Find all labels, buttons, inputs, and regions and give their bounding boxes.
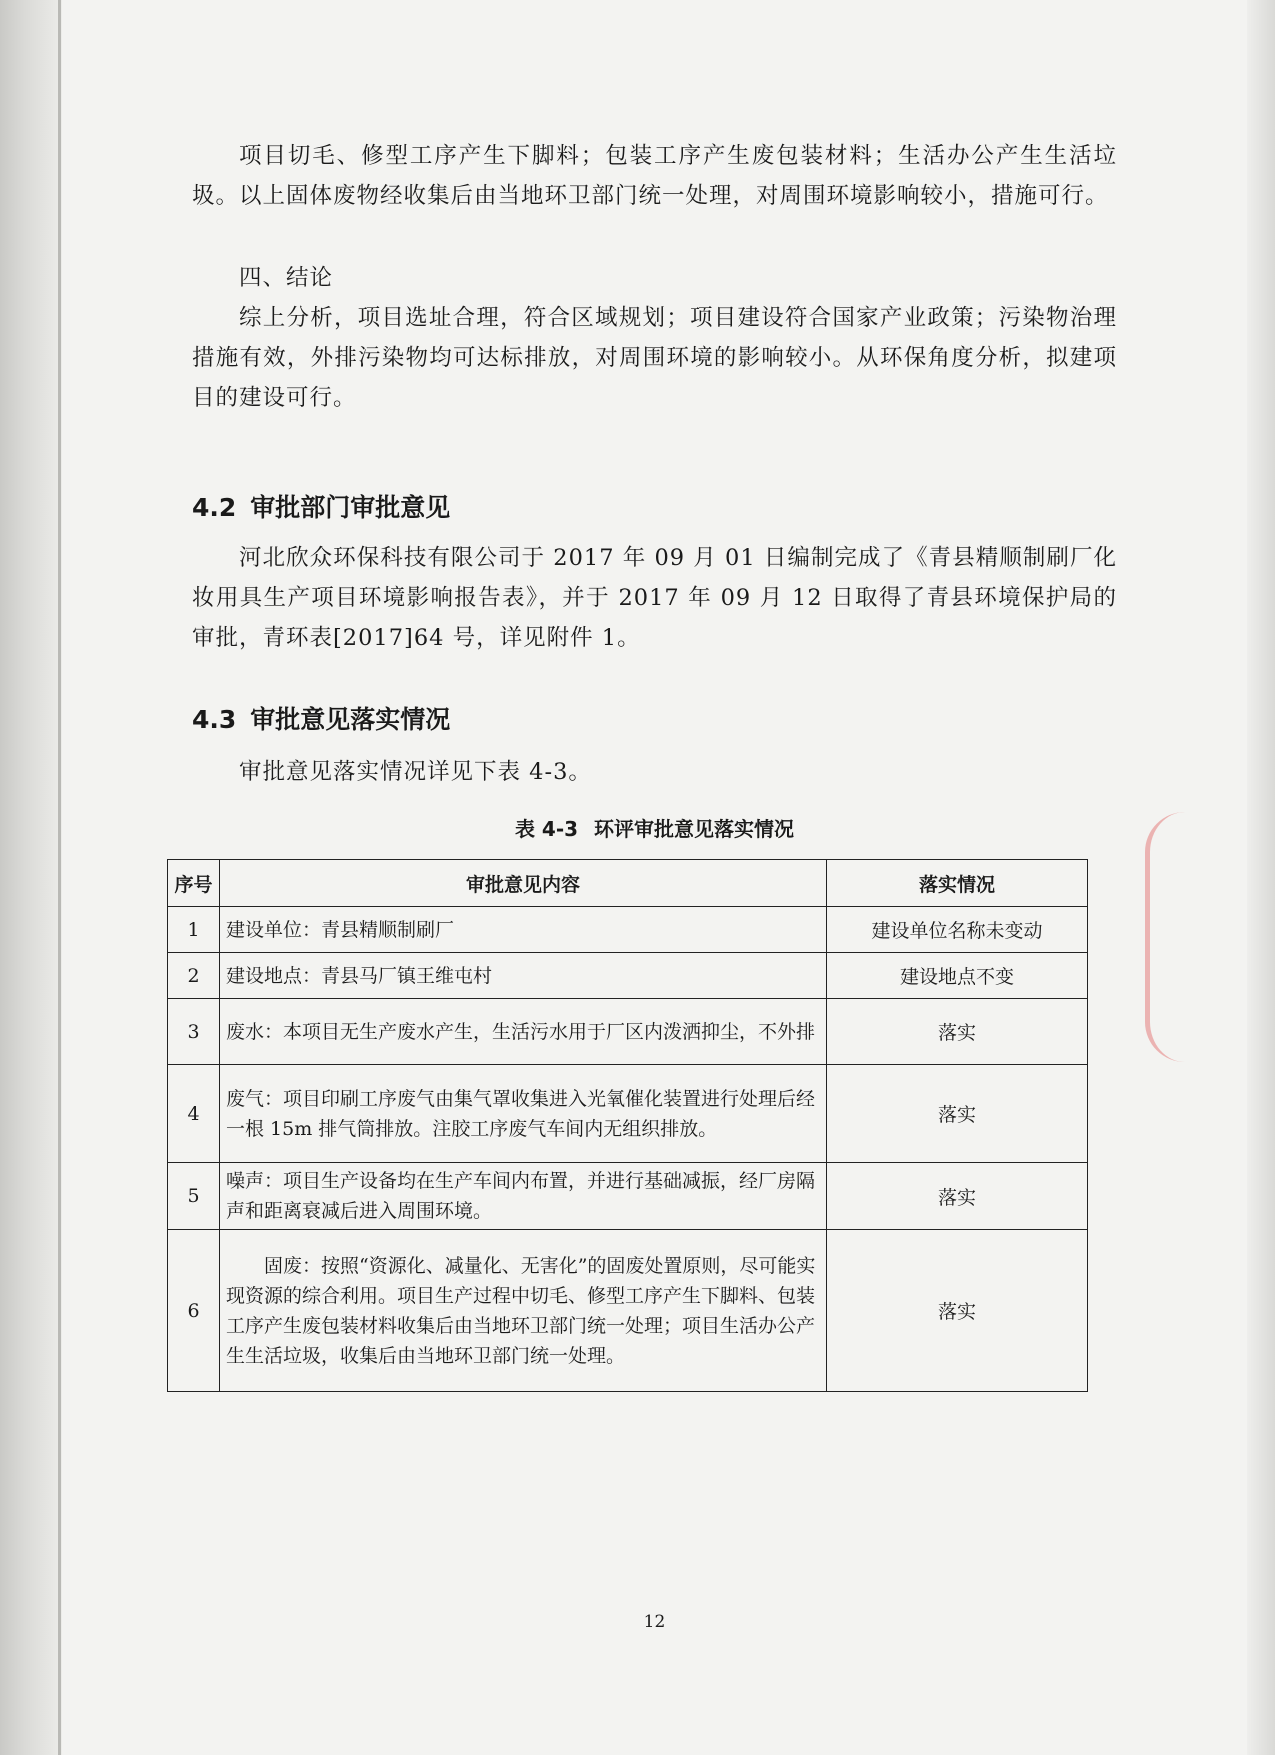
row-status: 落实	[827, 1230, 1088, 1392]
row-content: 固废：按照“资源化、减量化、无害化”的固废处置原则，尽可能实现资源的综合利用。项目生产过程中切毛、修型工序产生下脚料、包装工序产生废包装材料收集后由当地环卫部门统一处理；项目生活办公产生生活垃圾，收集后由当地环卫部门统一处理。	[220, 1230, 827, 1392]
table-row	[168, 1163, 1088, 1230]
section-title: 审批部门审批意见	[250, 493, 451, 522]
row-status: 建设单位名称未变动	[827, 907, 1088, 953]
table-caption-text: 环评审批意见落实情况	[594, 817, 795, 841]
row-content: 废水：本项目无生产废水产生，生活污水用于厂区内泼洒抑尘，不外排	[220, 999, 827, 1065]
table-row	[168, 907, 1088, 953]
paragraph-table-reference: 审批意见落实情况详见下表 4-3。	[239, 759, 592, 785]
table-row	[168, 999, 1088, 1065]
paragraph-solid-waste: 项目切毛、修型工序产生下脚料；包装工序产生废包装材料；生活办公产生生活垃圾。以上固体废物经收集后由当地环卫部门统一处理，对周围环境影响较小，措施可行。	[192, 143, 1117, 209]
page-number: 12	[643, 1612, 666, 1632]
page-right-edge	[1247, 0, 1275, 1755]
paragraph-conclusion-heading: 四、结论	[239, 265, 334, 291]
header-status: 落实情况	[827, 860, 1088, 907]
table-caption-label: 表 4-3	[514, 817, 579, 841]
table-row	[168, 1065, 1088, 1163]
row-no: 2	[168, 953, 220, 999]
book-spine-shadow	[0, 0, 62, 1755]
row-no: 4	[168, 1065, 220, 1163]
row-content: 噪声：项目生产设备均在生产车间内布置，并进行基础减振，经厂房隔声和距离衰减后进入周围环境。	[220, 1163, 827, 1230]
section-title: 审批意见落实情况	[250, 705, 451, 734]
table-caption	[62, 813, 1247, 842]
section-number: 4.3	[192, 705, 237, 734]
paragraph-conclusion: 综上分析，项目选址合理，符合区域规划；项目建设符合国家产业政策；污染物治理措施有效，外排污染物均可达标排放，对周围环境的影响较小。从环保角度分析，拟建项目的建设可行。	[192, 305, 1117, 411]
row-no: 5	[168, 1163, 220, 1230]
row-status: 建设地点不变	[827, 953, 1088, 999]
section-heading-4-2	[192, 488, 450, 524]
row-status: 落实	[827, 1065, 1088, 1163]
row-status: 落实	[827, 1163, 1088, 1230]
section-heading-4-3	[192, 700, 450, 736]
paragraph-approval: 河北欣众环保科技有限公司于 2017 年 09 月 01 日编制完成了《青县精顺制刷厂化妆用具生产项目环境影响报告表》，并于 2017 年 09 月 12 日取得了青县环境保护局的审批，青环表[2017]64 号，详见附件 1。	[192, 545, 1117, 651]
page-binding-edge	[58, 0, 61, 1755]
section-number: 4.2	[192, 493, 237, 522]
table-header-row	[168, 860, 1088, 907]
document-page	[62, 0, 1247, 1755]
row-content: 建设地点：青县马厂镇王维屯村	[220, 953, 827, 999]
table-row	[168, 953, 1088, 999]
row-status: 落实	[827, 999, 1088, 1065]
row-no: 1	[168, 907, 220, 953]
header-content: 审批意见内容	[220, 860, 827, 907]
table-row	[168, 1230, 1088, 1392]
row-no: 3	[168, 999, 220, 1065]
row-content: 废气：项目印刷工序废气由集气罩收集进入光氧催化装置进行处理后经一根 15m 排气筒排放。注胶工序废气车间内无组织排放。	[220, 1065, 827, 1163]
row-no: 6	[168, 1230, 220, 1392]
header-no: 序号	[168, 860, 220, 907]
row-content: 建设单位：青县精顺制刷厂	[220, 907, 827, 953]
approval-implementation-table	[167, 859, 1088, 1392]
